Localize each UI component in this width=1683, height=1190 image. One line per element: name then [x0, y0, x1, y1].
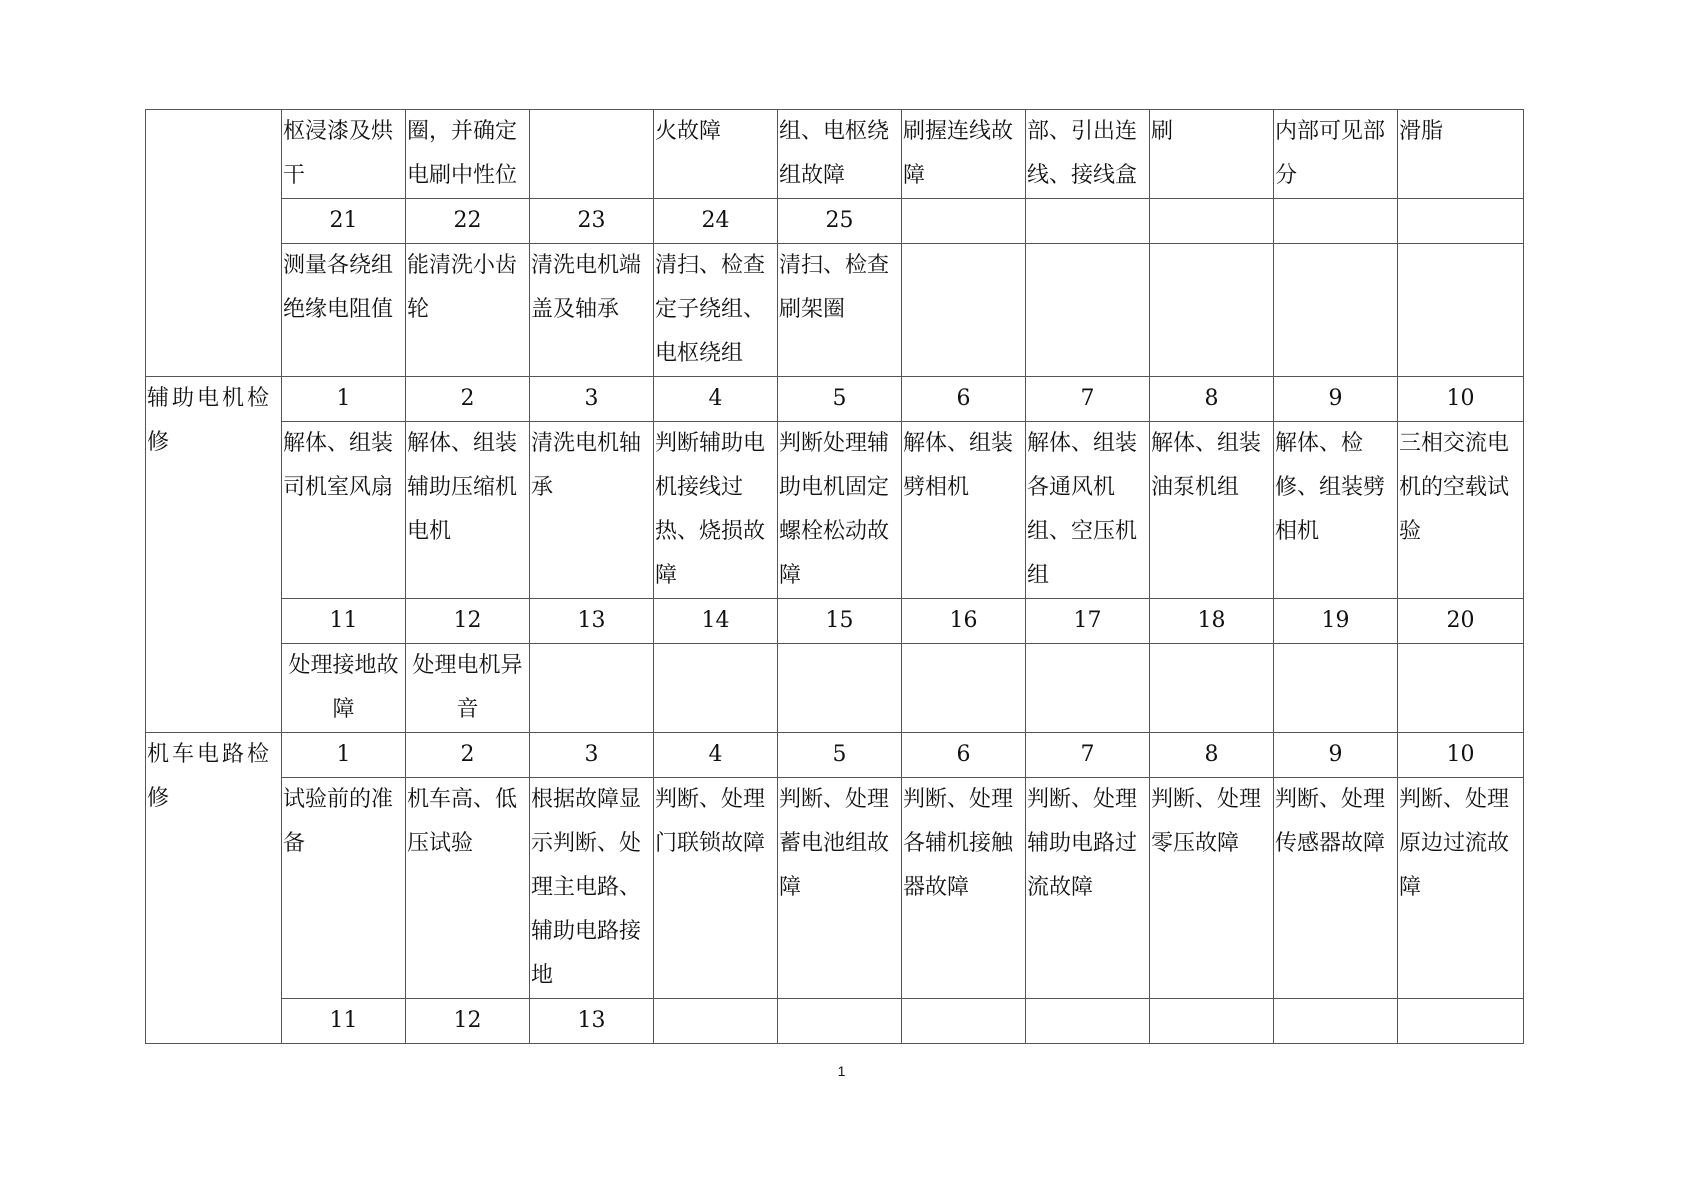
item-number-cell: 13: [530, 999, 654, 1044]
item-number-cell: 6: [902, 733, 1026, 778]
item-number-cell: 6: [902, 377, 1026, 422]
table-row: [146, 599, 1524, 644]
item-number-cell: 4: [654, 377, 778, 422]
item-number-cell: [1274, 199, 1398, 244]
item-number-cell: 18: [1150, 599, 1274, 644]
table-row: [146, 733, 1524, 778]
item-text-cell: [1150, 244, 1274, 377]
table-row: [146, 377, 1524, 422]
item-text-cell: 清洗电机轴承: [530, 422, 654, 599]
item-text-cell: [654, 644, 778, 733]
category-cell: [146, 110, 282, 377]
item-text-cell: 火故障: [654, 110, 778, 199]
item-text-cell: [1398, 244, 1524, 377]
item-number-cell: 1: [282, 733, 406, 778]
item-text-cell: [1274, 244, 1398, 377]
item-text-cell: 判断、处理各辅机接触器故障: [902, 778, 1026, 999]
table-row: [146, 999, 1524, 1044]
item-number-cell: 11: [282, 999, 406, 1044]
item-text-cell: [778, 644, 902, 733]
table-row: [146, 110, 1524, 199]
item-number-cell: [1398, 199, 1524, 244]
item-text-cell: 解体、检修、组装劈相机: [1274, 422, 1398, 599]
item-number-cell: 9: [1274, 733, 1398, 778]
item-text-cell: 根据故障显示判断、处理主电路、辅助电路接地: [530, 778, 654, 999]
item-number-cell: [1150, 199, 1274, 244]
item-number-cell: 8: [1150, 733, 1274, 778]
item-text-cell: 滑脂: [1398, 110, 1524, 199]
table-body: [146, 110, 1524, 1044]
item-number-cell: 10: [1398, 377, 1524, 422]
item-number-cell: 20: [1398, 599, 1524, 644]
item-text-cell: 解体、组装劈相机: [902, 422, 1026, 599]
item-number-cell: 11: [282, 599, 406, 644]
item-number-cell: 8: [1150, 377, 1274, 422]
item-number-cell: 3: [530, 733, 654, 778]
item-number-cell: 4: [654, 733, 778, 778]
item-number-cell: 15: [778, 599, 902, 644]
item-text-cell: 解体、组装辅助压缩机电机: [406, 422, 530, 599]
item-number-cell: 25: [778, 199, 902, 244]
item-text-cell: 判断、处理辅助电路过流故障: [1026, 778, 1150, 999]
item-text-cell: 判断、处理传感器故障: [1274, 778, 1398, 999]
item-number-cell: 14: [654, 599, 778, 644]
item-number-cell: [778, 999, 902, 1044]
category-cell: 机车电路检修: [146, 733, 282, 1044]
item-number-cell: 2: [406, 733, 530, 778]
item-text-cell: 刷握连线故障: [902, 110, 1026, 199]
item-text-cell: 清扫、检查刷架圈: [778, 244, 902, 377]
item-text-cell: [1274, 644, 1398, 733]
item-text-cell: 试验前的准备: [282, 778, 406, 999]
item-text-cell: [1150, 644, 1274, 733]
item-text-cell: 三相交流电机的空载试验: [1398, 422, 1524, 599]
table-row: [146, 644, 1524, 733]
item-text-cell: 判断、处理门联锁故障: [654, 778, 778, 999]
item-text-cell: 枢浸漆及烘干: [282, 110, 406, 199]
item-text-cell: 判断处理辅助电机固定螺栓松动故障: [778, 422, 902, 599]
table-row: [146, 244, 1524, 377]
item-text-cell: 判断、处理蓄电池组故障: [778, 778, 902, 999]
item-number-cell: 2: [406, 377, 530, 422]
table-row: [146, 422, 1524, 599]
category-cell: 辅助电机检修: [146, 377, 282, 733]
item-text-cell: [902, 244, 1026, 377]
item-number-cell: 21: [282, 199, 406, 244]
item-text-cell: [1026, 244, 1150, 377]
item-text-cell: 能清洗小齿轮: [406, 244, 530, 377]
item-text-cell: 处理电机异音: [406, 644, 530, 733]
item-text-cell: [530, 644, 654, 733]
item-text-cell: 机车高、低压试验: [406, 778, 530, 999]
item-number-cell: 12: [406, 999, 530, 1044]
item-number-cell: 5: [778, 733, 902, 778]
item-number-cell: [1026, 199, 1150, 244]
item-number-cell: [1274, 999, 1398, 1044]
item-number-cell: [902, 199, 1026, 244]
table-row: [146, 778, 1524, 999]
item-number-cell: 19: [1274, 599, 1398, 644]
item-text-cell: 圈，并确定电刷中性位: [406, 110, 530, 199]
item-text-cell: 内部可见部分: [1274, 110, 1398, 199]
item-text-cell: 刷: [1150, 110, 1274, 199]
item-text-cell: 测量各绕组绝缘电阻值: [282, 244, 406, 377]
item-text-cell: 处理接地故障: [282, 644, 406, 733]
item-text-cell: 判断、处理原边过流故障: [1398, 778, 1524, 999]
item-number-cell: [1150, 999, 1274, 1044]
item-number-cell: 10: [1398, 733, 1524, 778]
item-text-cell: 判断辅助电机接线过热、烧损故障: [654, 422, 778, 599]
item-text-cell: [1398, 644, 1524, 733]
item-number-cell: 9: [1274, 377, 1398, 422]
item-text-cell: [1026, 644, 1150, 733]
item-text-cell: 判断、处理零压故障: [1150, 778, 1274, 999]
item-number-cell: 12: [406, 599, 530, 644]
item-text-cell: 清扫、检查定子绕组、电枢绕组: [654, 244, 778, 377]
item-number-cell: 7: [1026, 733, 1150, 778]
item-number-cell: [1026, 999, 1150, 1044]
item-number-cell: 24: [654, 199, 778, 244]
item-number-cell: 17: [1026, 599, 1150, 644]
table-row: [146, 199, 1524, 244]
item-number-cell: [654, 999, 778, 1044]
item-text-cell: 解体、组装司机室风扇: [282, 422, 406, 599]
item-text-cell: [902, 644, 1026, 733]
item-number-cell: 3: [530, 377, 654, 422]
page-number: 1: [837, 1063, 846, 1079]
item-number-cell: 13: [530, 599, 654, 644]
item-number-cell: [902, 999, 1026, 1044]
item-number-cell: 16: [902, 599, 1026, 644]
item-text-cell: 解体、组装各通风机组、空压机组: [1026, 422, 1150, 599]
item-number-cell: 5: [778, 377, 902, 422]
item-number-cell: 23: [530, 199, 654, 244]
item-number-cell: 1: [282, 377, 406, 422]
item-text-cell: 解体、组装油泵机组: [1150, 422, 1274, 599]
skills-table: [145, 109, 1524, 1044]
item-number-cell: [1398, 999, 1524, 1044]
item-text-cell: 部、引出连线、接线盒: [1026, 110, 1150, 199]
item-number-cell: 7: [1026, 377, 1150, 422]
item-text-cell: 清洗电机端盖及轴承: [530, 244, 654, 377]
item-text-cell: [530, 110, 654, 199]
item-text-cell: 组、电枢绕组故障: [778, 110, 902, 199]
item-number-cell: 22: [406, 199, 530, 244]
